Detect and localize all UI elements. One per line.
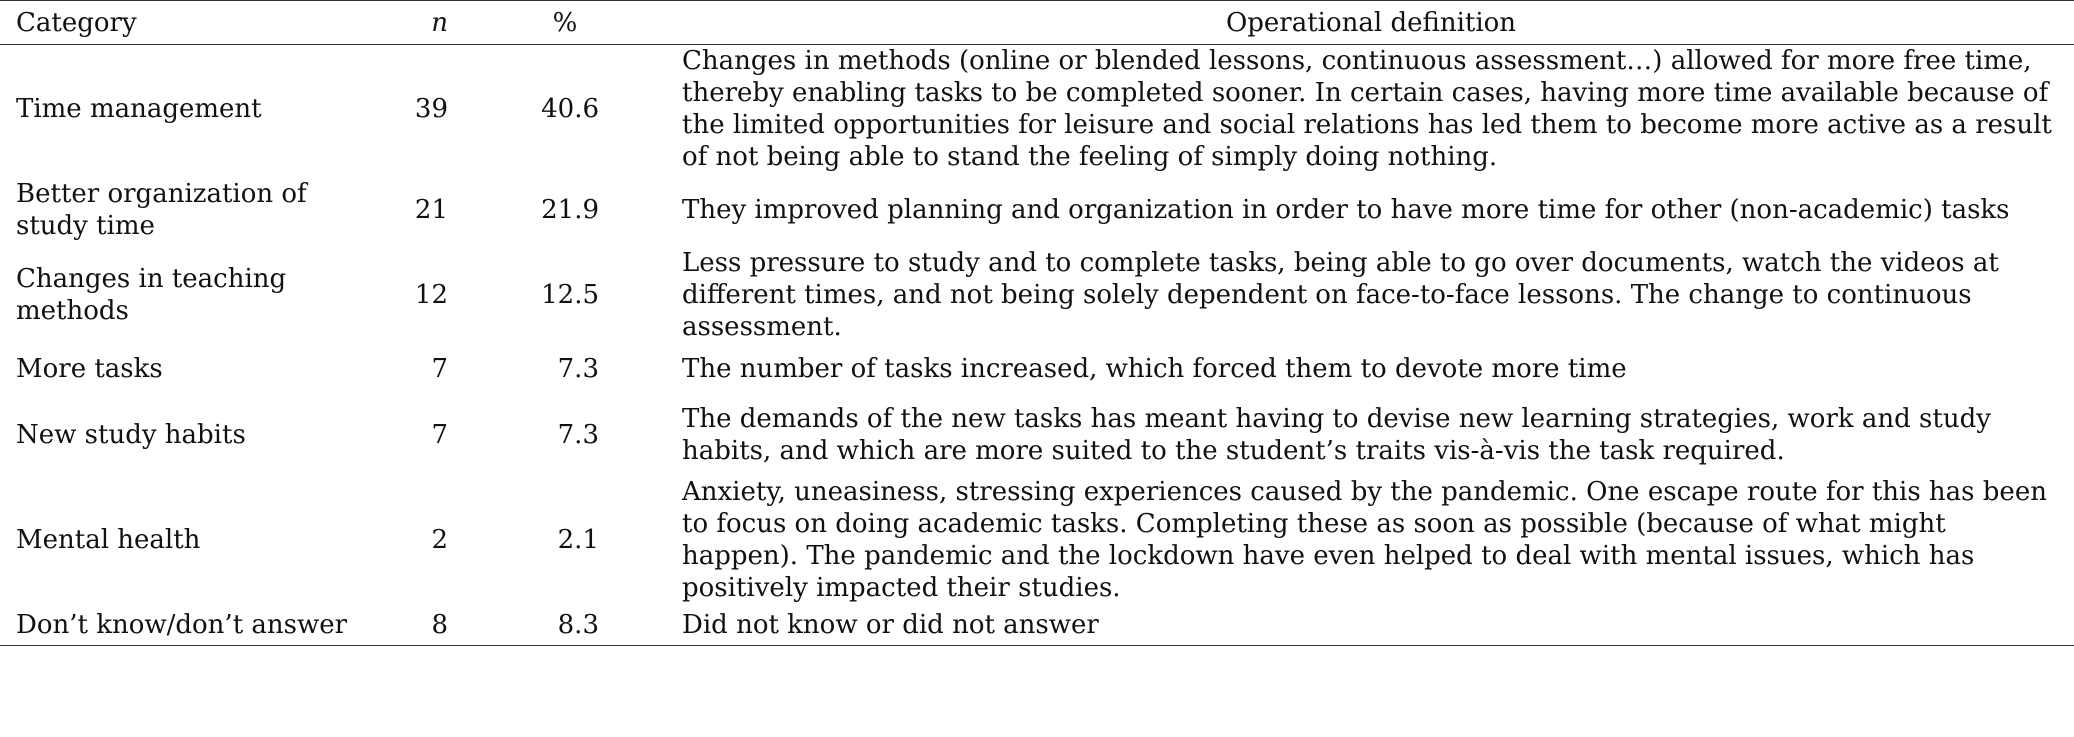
definition-cell: The number of tasks increased, which forced them to devote more time	[682, 354, 1627, 384]
count-cell: 12	[414, 280, 448, 310]
category-cell: Changes in teaching methods	[16, 264, 287, 326]
table-row	[0, 395, 2074, 475]
category-cell: Time management	[16, 94, 262, 124]
definition-cell: Did not know or did not answer	[668, 605, 2074, 645]
column-header-definition: Operational definition	[668, 1, 2074, 45]
definition-cell: Less pressure to study and to complete tasks, being able to go over documents, watch the videos at different times, and not being solely dependent on face-to-face lessons. The change to continuous assessment.	[682, 248, 1999, 342]
percent-cell: 8.3	[462, 605, 668, 645]
definition-cell: Anxiety, uneasiness, stressing experiences caused by the pandemic. One escape route for this has been to focus on doing academic tasks. Completing these as soon as possible (because of what might happen). The pandemic and the lockdown have even helped to deal with mental issues, which has positively impacted their studies.	[682, 477, 2047, 603]
definition-cell: Changes in methods (online or blended lessons, continuous assessment…) allowed for more free time, thereby enabling tasks to be completed sooner. In certain cases, having more time available because of the limited opportunities for leisure and social relations has led them to become more active as a result of not being able to stand the feeling of simply doing nothing.	[682, 46, 2052, 172]
count-cell: 7	[431, 420, 448, 450]
table-row	[0, 605, 2074, 645]
table-row	[0, 247, 2074, 343]
category-cell: More tasks	[16, 354, 163, 384]
count-cell: 21	[414, 195, 448, 225]
table-row	[0, 475, 2074, 605]
category-cell: Mental health	[16, 525, 201, 555]
percent-cell: 12.5	[541, 280, 599, 310]
percent-cell: 2.1	[557, 525, 599, 555]
percent-cell: 21.9	[541, 195, 599, 225]
definition-cell: They improved planning and organization in order to have more time for other (non-academic) tasks	[682, 195, 2010, 225]
percent-cell: 40.6	[541, 94, 599, 124]
percent-cell: 7.3	[557, 354, 599, 384]
count-cell: 8	[380, 605, 462, 645]
table-row	[0, 173, 2074, 247]
table-row	[0, 343, 2074, 395]
category-cell: Better organization of study time	[16, 179, 307, 241]
category-cell: New study habits	[16, 420, 246, 450]
count-cell: 7	[431, 354, 448, 384]
category-cell: Don’t know/don’t answer	[0, 605, 380, 645]
percent-cell: 7.3	[557, 420, 599, 450]
table-row	[0, 45, 2074, 174]
definition-cell: The demands of the new tasks has meant having to devise new learning strategies, work and study habits, and which are more suited to the student’s traits vis-à-vis the task required.	[682, 404, 1991, 466]
count-cell: 39	[414, 94, 448, 124]
count-cell: 2	[431, 525, 448, 555]
column-header-n: n	[380, 1, 462, 45]
column-header-percent: %	[462, 1, 668, 45]
table-header-row	[0, 1, 2074, 45]
column-header-category: Category	[0, 1, 380, 45]
